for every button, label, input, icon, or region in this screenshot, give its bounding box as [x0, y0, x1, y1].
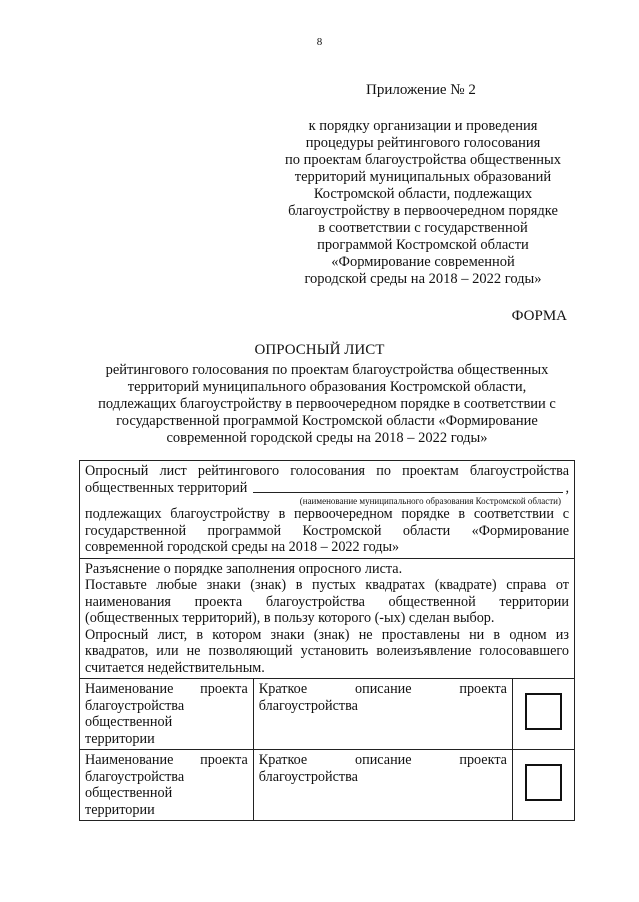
subtitle-line: государственной программой Костромской области «Формирование	[116, 413, 538, 429]
header-line-suffix: ,	[565, 479, 569, 496]
project-row	[80, 679, 575, 750]
instruction-line: наименования проекта благоустройства общественной территории	[85, 593, 569, 610]
instruction-line: Поставьте любые знаки (знак) в пустых квадратах (квадрате) справа от	[85, 577, 569, 593]
vote-checkbox[interactable]	[525, 764, 562, 801]
instruction-line: Опросный лист, в котором знаки (знак) не проставлены ни в одном из	[85, 626, 569, 643]
questionnaire-title: ОПРОСНЫЙ ЛИСТ	[254, 342, 385, 358]
project-name-line: Наименование проекта	[85, 752, 248, 768]
subtitle-line: подлежащих благоустройству в первоочередном порядке в соответствии с	[98, 396, 556, 412]
project-name-cell	[80, 750, 254, 821]
project-name-line: общественной	[85, 714, 173, 730]
appendix-line: процедуры рейтингового голосования	[305, 135, 541, 151]
project-name-line: территории	[85, 730, 155, 747]
project-name-line: благоустройства	[85, 697, 185, 714]
appendix-line: в соответствии с государственной	[318, 220, 528, 236]
header-line: современной городской среды на 2018 – 2022 годы»	[85, 539, 400, 555]
ballot-header-row	[80, 461, 575, 559]
appendix-line: благоустройству в первоочередном порядке	[288, 203, 558, 219]
appendix-line: территорий муниципальных образований	[294, 169, 552, 185]
project-name-line: Наименование проекта	[85, 681, 248, 697]
appendix-line: городской среды на 2018 – 2022 годы»	[304, 271, 542, 287]
header-line-prefix: общественных территорий	[85, 479, 248, 496]
instructions-title: Разъяснение о порядке заполнения опросного листа.	[85, 560, 403, 577]
subtitle-line: современной городской среды на 2018 – 2022 годы»	[166, 430, 488, 446]
project-description-line: благоустройства	[258, 697, 358, 714]
project-row	[80, 750, 575, 821]
project-name-line: территории	[85, 801, 155, 818]
instruction-line: квадратов, или не позволяющий установить волеизъявление голосовавшего	[85, 643, 569, 659]
questionnaire-subtitle	[80, 362, 574, 447]
ballot-table	[79, 460, 575, 821]
vote-checkbox[interactable]	[525, 693, 562, 730]
project-description-cell	[253, 679, 512, 750]
instruction-line: считается недействительным.	[85, 659, 265, 676]
project-description-line: Краткое описание проекта	[258, 752, 507, 768]
appendix-line: к порядку организации и проведения	[308, 118, 538, 134]
instructions-row	[80, 558, 575, 679]
project-description-cell	[253, 750, 512, 821]
project-name-line: благоустройства	[85, 768, 185, 785]
appendix-line: программой Костромской области	[317, 237, 529, 253]
appendix-line: «Формирование современной	[331, 254, 515, 270]
header-line: Опросный лист рейтингового голосования по проектам благоустройства	[85, 463, 569, 479]
project-description-line: Краткое описание проекта	[258, 681, 507, 697]
project-description-line: благоустройства	[258, 768, 358, 785]
subtitle-line: территорий муниципального образования Костромской области,	[127, 379, 527, 395]
appendix-line: Костромской области, подлежащих	[313, 186, 533, 202]
appendix-title: Приложение № 2	[366, 82, 476, 98]
vote-box-cell	[512, 679, 574, 750]
form-label: ФОРМА	[511, 308, 567, 324]
page-number: 8	[316, 36, 323, 48]
header-line: государственной программой Костромской области «Формирование	[85, 522, 569, 539]
appendix-line: по проектам благоустройства общественных	[284, 152, 562, 168]
project-name-line: общественной	[85, 785, 173, 801]
municipality-line	[85, 480, 569, 497]
vote-box-cell	[512, 750, 574, 821]
municipality-hint: (наименование муниципального образования Костромской области)	[299, 496, 561, 506]
appendix-subtitle	[250, 118, 596, 288]
instructions-cell	[80, 558, 575, 679]
header-line: подлежащих благоустройству в первоочередном порядке в соответствии с	[85, 506, 569, 522]
ballot-header-cell	[80, 461, 575, 559]
instruction-line: (общественных территорий), в пользу которого (-ых) сделан выбор.	[85, 610, 495, 626]
subtitle-line: рейтингового голосования по проектам благоустройства общественных	[105, 362, 549, 378]
project-name-cell	[80, 679, 254, 750]
municipality-blank-field[interactable]	[253, 480, 563, 493]
